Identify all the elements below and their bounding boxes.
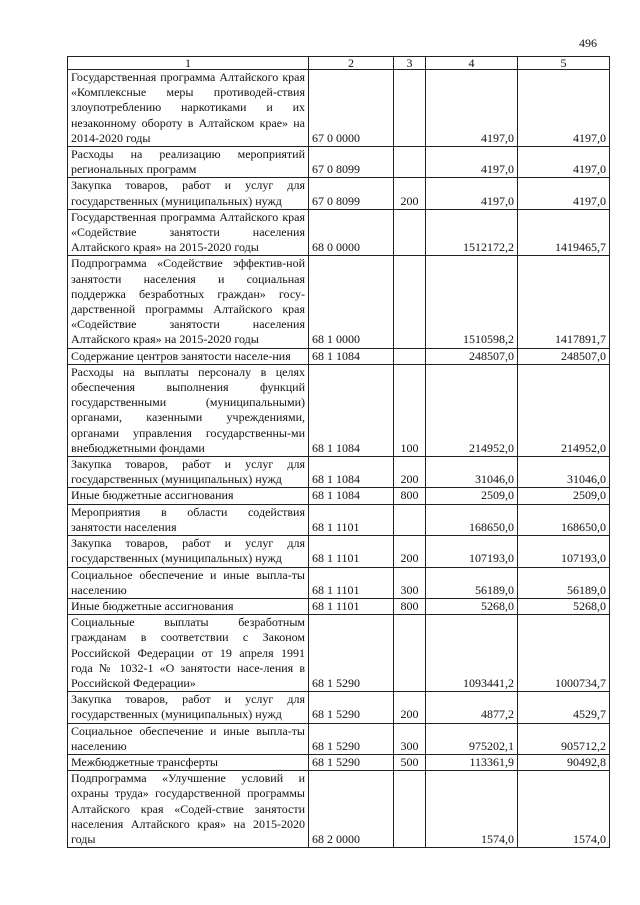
row-expense-type-cell: 300	[394, 723, 426, 754]
row-amount-2015-cell: 248507,0	[426, 348, 518, 364]
row-code-cell: 68 1 1101	[309, 567, 394, 598]
row-amount-2015-cell: 168650,0	[426, 504, 518, 535]
row-amount-2016-cell: 168650,0	[518, 504, 610, 535]
row-amount-2015-cell: 2509,0	[426, 488, 518, 504]
row-amount-2016-cell: 2509,0	[518, 488, 610, 504]
row-amount-2015-cell: 113361,9	[426, 754, 518, 770]
header-cell: 5	[518, 57, 610, 70]
row-amount-2016-cell: 1419465,7	[518, 209, 610, 256]
header-row	[68, 57, 610, 70]
header-cell: 3	[394, 57, 426, 70]
budget-table	[67, 56, 610, 848]
row-amount-2016-cell: 1417891,7	[518, 256, 610, 348]
row-amount-2016-cell: 90492,8	[518, 754, 610, 770]
row-name-cell: Закупка товаров, работ и услуг для государственных (муниципальных) нужд	[68, 536, 309, 567]
row-code-cell: 68 1 5290	[309, 615, 394, 692]
table-row	[68, 615, 610, 692]
table-row	[68, 364, 610, 456]
table-row	[68, 457, 610, 488]
row-name-cell: Межбюджетные трансферты	[68, 754, 309, 770]
row-name-cell: Социальные выплаты безработным гражданам в соответствии с Законом Российской Федерации от 19 апреля 1991 года № 1032-1 «О занятости насе-ления в Российской Федерации»	[68, 615, 309, 692]
row-code-cell: 68 1 1084	[309, 457, 394, 488]
row-expense-type-cell: 200	[394, 692, 426, 723]
row-code-cell: 67 0 8099	[309, 178, 394, 209]
row-amount-2015-cell: 56189,0	[426, 567, 518, 598]
table-row	[68, 178, 610, 209]
row-expense-type-cell: 100	[394, 364, 426, 456]
row-code-cell: 68 1 1101	[309, 598, 394, 614]
row-name-cell: Расходы на выплаты персоналу в целях обеспечения выполнения функций государственными (муниципальными) органами, казенными учреждениями, органами управления государственны-ми внебюджетными фондами	[68, 364, 309, 456]
row-name-cell: Социальное обеспечение и иные выпла-ты населению	[68, 723, 309, 754]
row-name-cell: Содержание центров занятости населе-ния	[68, 348, 309, 364]
row-code-cell: 68 1 1084	[309, 488, 394, 504]
row-amount-2016-cell: 4197,0	[518, 70, 610, 147]
row-amount-2016-cell: 214952,0	[518, 364, 610, 456]
row-expense-type-cell	[394, 70, 426, 147]
row-code-cell: 68 1 5290	[309, 692, 394, 723]
row-amount-2016-cell: 4529,7	[518, 692, 610, 723]
row-amount-2015-cell: 1093441,2	[426, 615, 518, 692]
table-row	[68, 209, 610, 256]
row-amount-2016-cell: 1574,0	[518, 771, 610, 848]
table-row	[68, 771, 610, 848]
row-code-cell: 68 1 1084	[309, 364, 394, 456]
table-row	[68, 348, 610, 364]
table-row	[68, 488, 610, 504]
row-expense-type-cell: 200	[394, 178, 426, 209]
row-amount-2016-cell: 56189,0	[518, 567, 610, 598]
row-amount-2016-cell: 5268,0	[518, 598, 610, 614]
row-amount-2015-cell: 4877,2	[426, 692, 518, 723]
row-amount-2015-cell: 5268,0	[426, 598, 518, 614]
row-code-cell: 68 1 1101	[309, 536, 394, 567]
table-row	[68, 692, 610, 723]
row-amount-2015-cell: 31046,0	[426, 457, 518, 488]
row-amount-2016-cell: 4197,0	[518, 147, 610, 178]
row-amount-2016-cell: 905712,2	[518, 723, 610, 754]
row-amount-2015-cell: 1574,0	[426, 771, 518, 848]
table-row	[68, 598, 610, 614]
row-amount-2015-cell: 4197,0	[426, 147, 518, 178]
table-row	[68, 536, 610, 567]
row-expense-type-cell: 800	[394, 598, 426, 614]
row-expense-type-cell	[394, 147, 426, 178]
row-name-cell: Подпрограмма «Содействие эффектив-ной занятости населения и социальная поддержка безработных граждан» госу-дарственной программы Алтайского края «Содействие занятости населения Алтайского края» на 2015-2020 годы	[68, 256, 309, 348]
row-name-cell: Расходы на реализацию мероприятий региональных программ	[68, 147, 309, 178]
row-amount-2015-cell: 4197,0	[426, 178, 518, 209]
row-amount-2015-cell: 214952,0	[426, 364, 518, 456]
row-expense-type-cell: 300	[394, 567, 426, 598]
row-code-cell: 68 1 0000	[309, 256, 394, 348]
row-code-cell: 68 2 0000	[309, 771, 394, 848]
row-name-cell: Закупка товаров, работ и услуг для государственных (муниципальных) нужд	[68, 178, 309, 209]
row-name-cell: Мероприятия в области содействия занятости населения	[68, 504, 309, 535]
row-amount-2016-cell: 1000734,7	[518, 615, 610, 692]
row-expense-type-cell: 200	[394, 536, 426, 567]
row-amount-2015-cell: 4197,0	[426, 70, 518, 147]
table-row	[68, 70, 610, 147]
row-amount-2015-cell: 1512172,2	[426, 209, 518, 256]
table-row	[68, 504, 610, 535]
table-row	[68, 567, 610, 598]
row-code-cell: 68 1 5290	[309, 723, 394, 754]
row-expense-type-cell	[394, 615, 426, 692]
row-amount-2016-cell: 4197,0	[518, 178, 610, 209]
table-row	[68, 723, 610, 754]
row-name-cell: Иные бюджетные ассигнования	[68, 598, 309, 614]
table-row	[68, 256, 610, 348]
table-row	[68, 147, 610, 178]
row-amount-2016-cell: 31046,0	[518, 457, 610, 488]
header-cell: 4	[426, 57, 518, 70]
row-name-cell: Государственная программа Алтайского края «Комплексные меры противодей-ствия злоупотреблению наркотиками и их незаконному обороту в Алтайском крае» на 2014-2020 годы	[68, 70, 309, 147]
row-name-cell: Иные бюджетные ассигнования	[68, 488, 309, 504]
row-name-cell: Социальное обеспечение и иные выпла-ты населению	[68, 567, 309, 598]
row-amount-2016-cell: 107193,0	[518, 536, 610, 567]
header-cell: 1	[68, 57, 309, 70]
row-code-cell: 67 0 0000	[309, 70, 394, 147]
row-code-cell: 67 0 8099	[309, 147, 394, 178]
row-expense-type-cell	[394, 348, 426, 364]
row-expense-type-cell	[394, 771, 426, 848]
row-expense-type-cell: 200	[394, 457, 426, 488]
row-code-cell: 68 1 5290	[309, 754, 394, 770]
table-body	[68, 70, 610, 848]
row-amount-2016-cell: 248507,0	[518, 348, 610, 364]
row-expense-type-cell	[394, 209, 426, 256]
row-code-cell: 68 1 1084	[309, 348, 394, 364]
row-name-cell: Закупка товаров, работ и услуг для государственных (муниципальных) нужд	[68, 692, 309, 723]
row-expense-type-cell: 800	[394, 488, 426, 504]
row-amount-2015-cell: 975202,1	[426, 723, 518, 754]
header-cell: 2	[309, 57, 394, 70]
row-code-cell: 68 1 1101	[309, 504, 394, 535]
row-name-cell: Государственная программа Алтайского края «Содействие занятости населения Алтайского края» на 2015-2020 годы	[68, 209, 309, 256]
row-name-cell: Подпрограмма «Улучшение условий и охраны труда» государственной программы Алтайского края «Содей-ствие занятости населения Алтайского края» на 2015-2020 годы	[68, 771, 309, 848]
table-row	[68, 754, 610, 770]
row-code-cell: 68 0 0000	[309, 209, 394, 256]
row-amount-2015-cell: 107193,0	[426, 536, 518, 567]
row-expense-type-cell	[394, 256, 426, 348]
page-number: 496	[579, 36, 597, 50]
row-amount-2015-cell: 1510598,2	[426, 256, 518, 348]
row-expense-type-cell	[394, 504, 426, 535]
row-expense-type-cell: 500	[394, 754, 426, 770]
row-name-cell: Закупка товаров, работ и услуг для государственных (муниципальных) нужд	[68, 457, 309, 488]
